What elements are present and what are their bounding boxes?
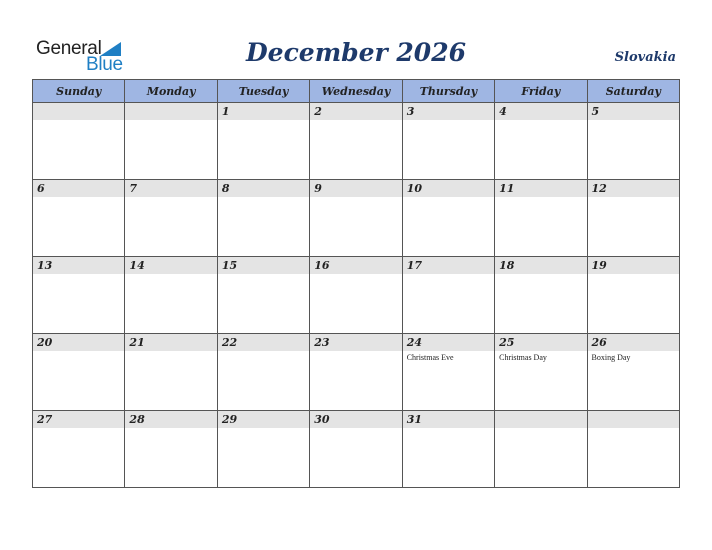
holiday-label: Boxing Day bbox=[591, 353, 631, 362]
calendar-title: December 2026 bbox=[245, 38, 466, 67]
day-cell bbox=[587, 334, 679, 411]
day-cell bbox=[33, 411, 125, 488]
day-number: 9 bbox=[310, 180, 401, 197]
logo-text-general: General bbox=[36, 38, 102, 59]
day-number: 13 bbox=[33, 257, 124, 274]
day-cell bbox=[402, 257, 494, 334]
day-number bbox=[33, 103, 124, 120]
day-cell bbox=[33, 334, 125, 411]
country-label: Slovakia bbox=[614, 50, 676, 65]
day-cell bbox=[125, 257, 217, 334]
week-row bbox=[33, 411, 680, 488]
day-number: 18 bbox=[495, 257, 586, 274]
logo-text-blue: Blue bbox=[86, 54, 123, 75]
day-number: 11 bbox=[495, 180, 586, 197]
week-row bbox=[33, 180, 680, 257]
day-number: 3 bbox=[403, 103, 494, 120]
week-row bbox=[33, 334, 680, 411]
day-cell bbox=[310, 334, 402, 411]
day-cell bbox=[217, 334, 309, 411]
day-cell bbox=[402, 411, 494, 488]
day-cell bbox=[125, 103, 217, 180]
day-cell bbox=[33, 180, 125, 257]
day-cell bbox=[587, 257, 679, 334]
day-number: 14 bbox=[125, 257, 216, 274]
day-number: 22 bbox=[218, 334, 309, 351]
day-number: 17 bbox=[403, 257, 494, 274]
day-cell bbox=[495, 180, 587, 257]
day-cell bbox=[310, 103, 402, 180]
day-number: 25 bbox=[495, 334, 586, 351]
day-number: 1 bbox=[218, 103, 309, 120]
weekday-wednesday: Wednesday bbox=[310, 80, 402, 103]
day-cell bbox=[217, 411, 309, 488]
day-cell bbox=[310, 257, 402, 334]
day-number: 5 bbox=[588, 103, 679, 120]
day-number: 2 bbox=[310, 103, 401, 120]
day-cell bbox=[217, 180, 309, 257]
day-number: 29 bbox=[218, 411, 309, 428]
day-number: 15 bbox=[218, 257, 309, 274]
day-cell bbox=[310, 180, 402, 257]
day-cell bbox=[495, 103, 587, 180]
day-cell bbox=[217, 257, 309, 334]
day-cell bbox=[402, 334, 494, 411]
day-number: 8 bbox=[218, 180, 309, 197]
calendar-grid bbox=[32, 79, 680, 488]
day-number: 16 bbox=[310, 257, 401, 274]
day-number: 24 bbox=[403, 334, 494, 351]
day-number: 6 bbox=[33, 180, 124, 197]
day-number: 12 bbox=[588, 180, 679, 197]
day-number: 27 bbox=[33, 411, 124, 428]
weekday-header-row bbox=[33, 80, 680, 103]
weekday-tuesday: Tuesday bbox=[217, 80, 309, 103]
day-number bbox=[588, 411, 679, 428]
weekday-thursday: Thursday bbox=[402, 80, 494, 103]
day-cell bbox=[33, 257, 125, 334]
day-cell bbox=[33, 103, 125, 180]
day-cell bbox=[402, 180, 494, 257]
day-number: 31 bbox=[403, 411, 494, 428]
day-number: 19 bbox=[588, 257, 679, 274]
week-row bbox=[33, 257, 680, 334]
day-number: 7 bbox=[125, 180, 216, 197]
day-number: 4 bbox=[495, 103, 586, 120]
day-cell bbox=[587, 180, 679, 257]
day-cell bbox=[495, 411, 587, 488]
day-cell bbox=[125, 411, 217, 488]
weekday-sunday: Sunday bbox=[33, 80, 125, 103]
weekday-monday: Monday bbox=[125, 80, 217, 103]
day-cell bbox=[125, 180, 217, 257]
weekday-friday: Friday bbox=[495, 80, 587, 103]
holiday-label: Christmas Eve bbox=[406, 353, 454, 362]
day-cell bbox=[495, 334, 587, 411]
day-number: 30 bbox=[310, 411, 401, 428]
day-cell bbox=[217, 103, 309, 180]
weekday-saturday: Saturday bbox=[587, 80, 679, 103]
day-cell bbox=[310, 411, 402, 488]
day-cell bbox=[125, 334, 217, 411]
day-number: 23 bbox=[310, 334, 401, 351]
day-number: 21 bbox=[125, 334, 216, 351]
day-cell bbox=[587, 411, 679, 488]
day-number: 20 bbox=[33, 334, 124, 351]
day-number: 28 bbox=[125, 411, 216, 428]
day-number: 10 bbox=[403, 180, 494, 197]
day-cell bbox=[495, 257, 587, 334]
day-cell bbox=[402, 103, 494, 180]
holiday-label: Christmas Day bbox=[499, 353, 547, 362]
day-cell bbox=[587, 103, 679, 180]
day-number: 26 bbox=[588, 334, 679, 351]
day-number bbox=[495, 411, 586, 428]
day-number bbox=[125, 103, 216, 120]
week-row bbox=[33, 103, 680, 180]
